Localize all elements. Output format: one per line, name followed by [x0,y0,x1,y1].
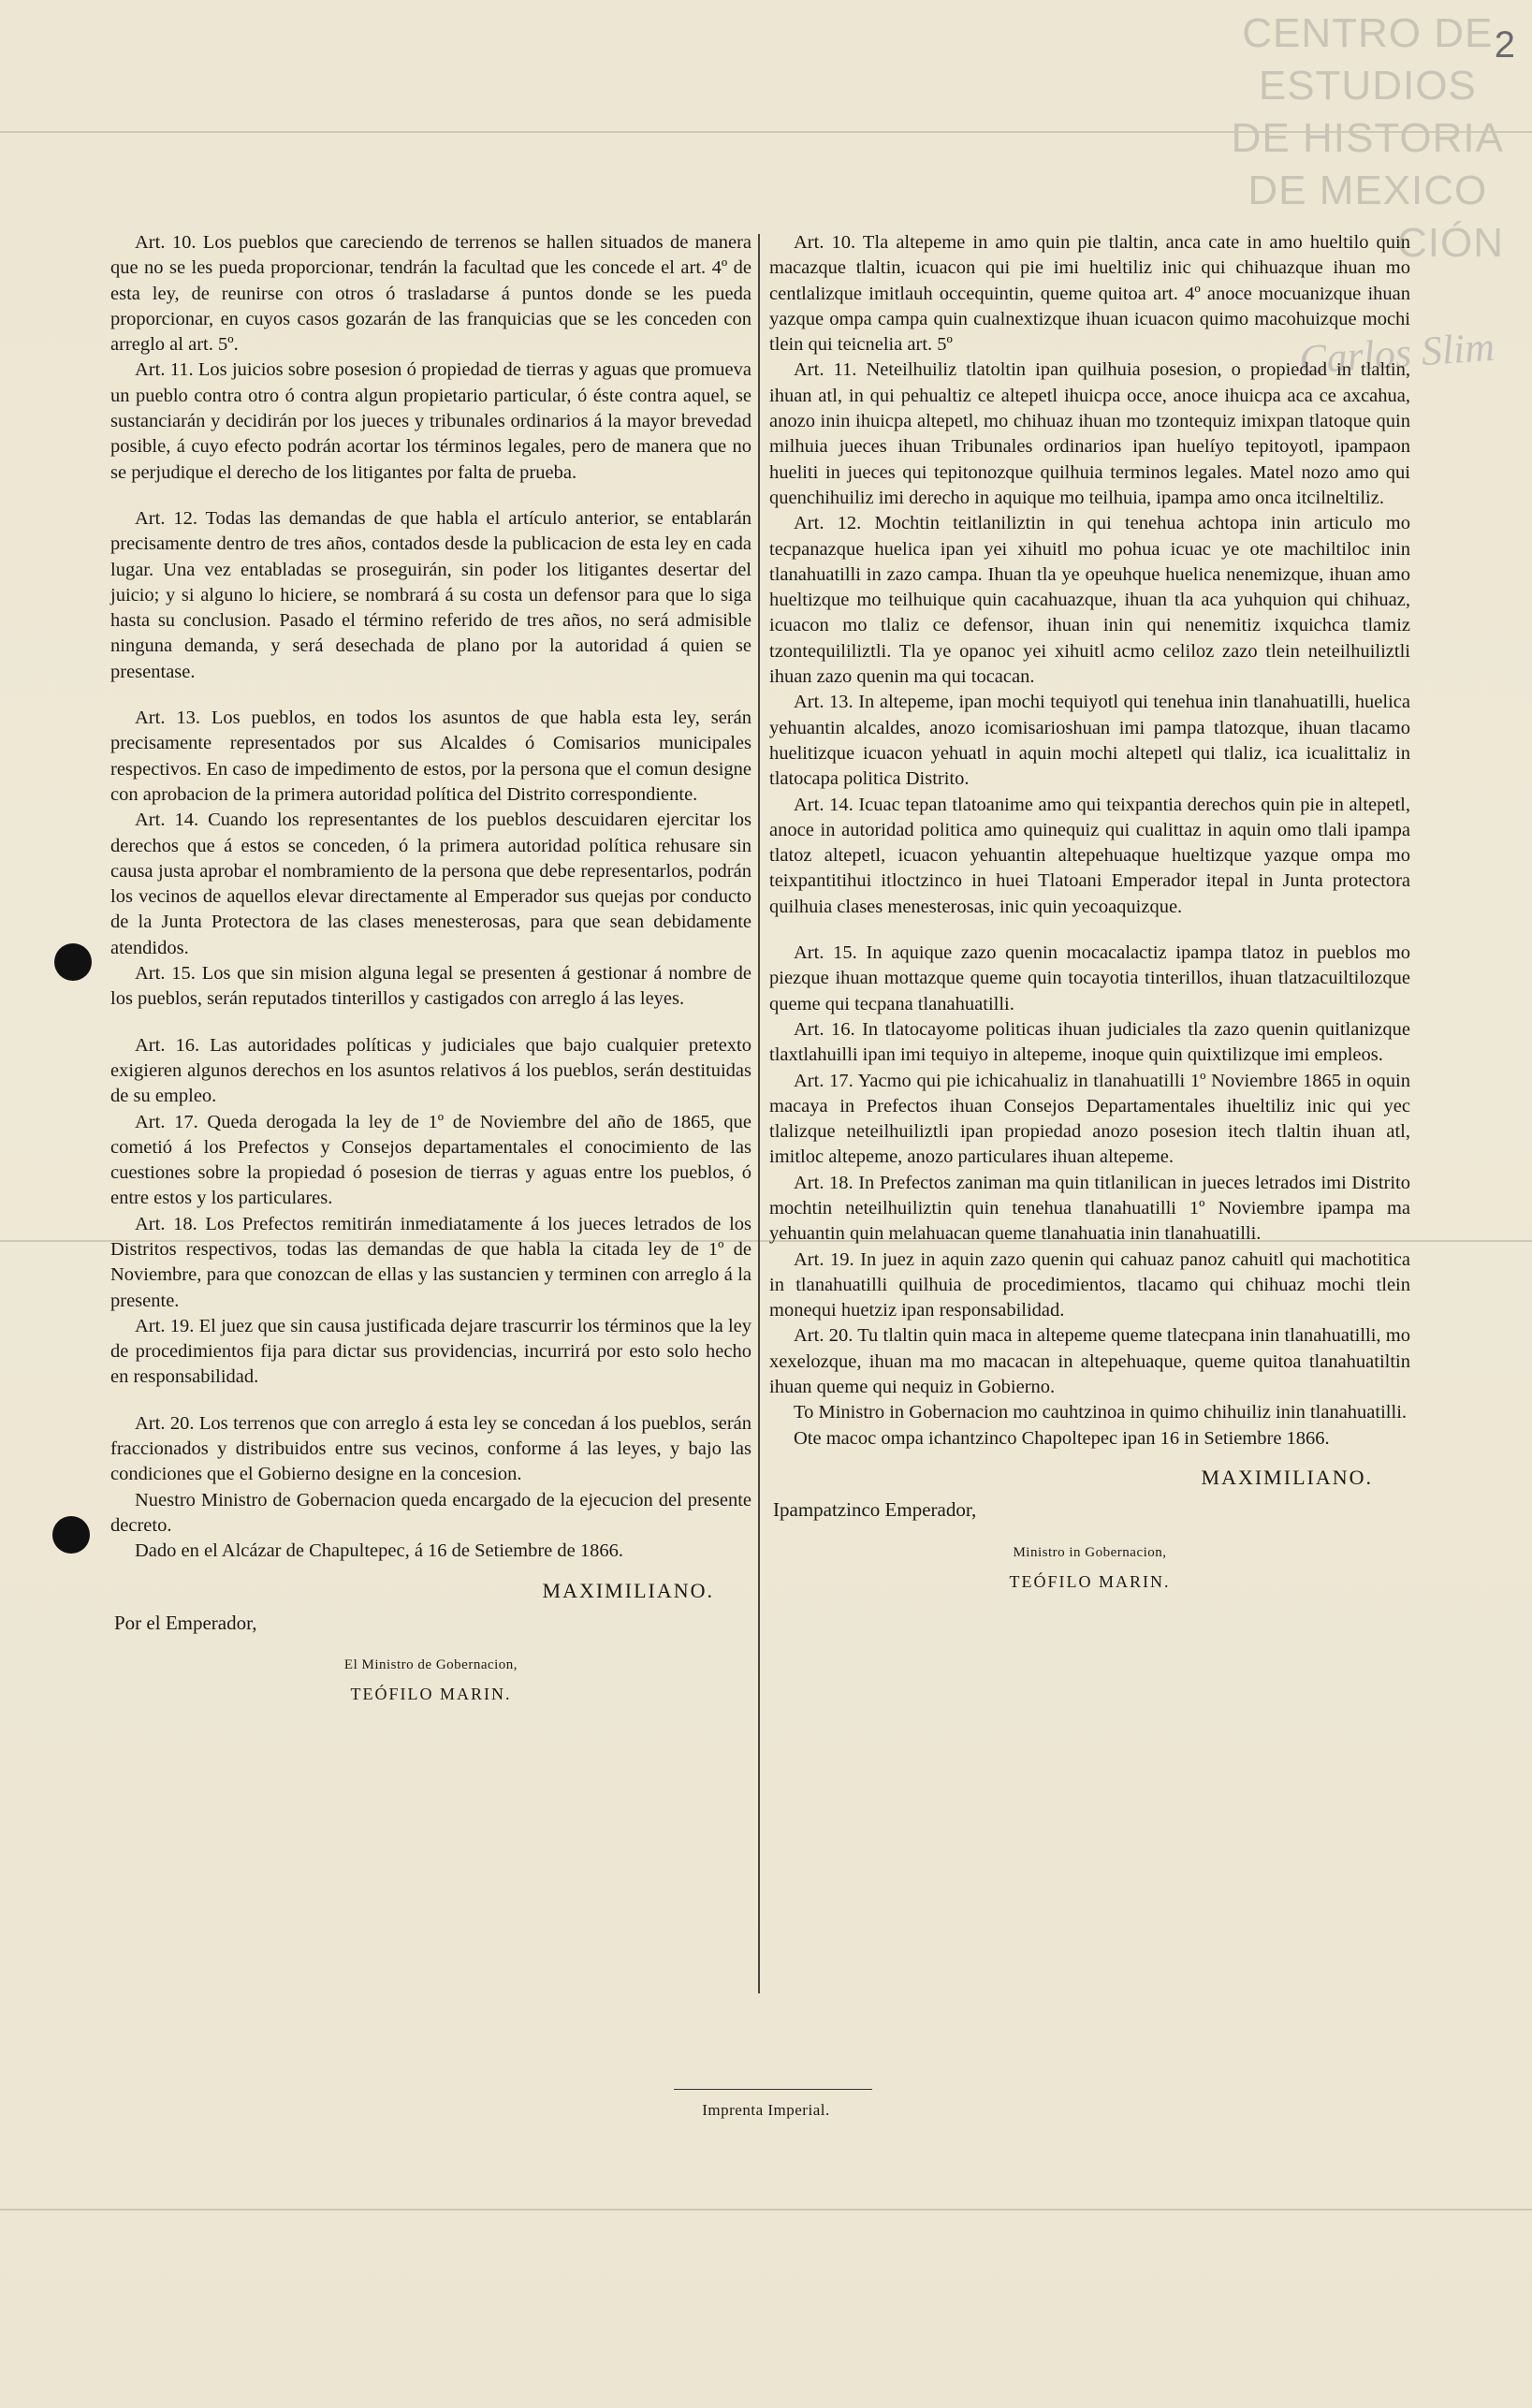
ink-blot [54,943,92,981]
minister-name-es: TEÓFILO MARIN. [350,1685,512,1704]
closing-date-nah: Ote macoc ompa ichantzinco Chapoltepec ipan 16 in Setiembre 1866. [794,1427,1330,1449]
article-13-es: Art. 13. Los pueblos, en todos los asuntos de que habla esta ley, serán precisamente representados por sus Alcaldes ó Comisarios municipales respectivos. En caso de impedimento de estos, por la persona que el comun designe con aprobacion de la primera autoridad política del Distrito correspondiente. [110,708,751,805]
minister-title-es: El Ministro de Gobernacion, [343,1657,518,1673]
emperor-signature-es: MAXIMILIANO. [542,1578,714,1602]
archive-watermark-stamp: CENTRO DE ESTUDIOS DE HISTORIA DE MEXICO CIÓN [1231,10,1504,266]
article-20-nah: Art. 20. Tu tlaltin quin maca in altepeme queme tlatecpana inin tlanahuatilli, mo xexelozque, ihuan ma mo macacan in altepehuaque, queme quitoa tlanahuatiltin ihuan queme qui nequiz in Gobierno. [769,1325,1410,1398]
minister-title-nah: Ministro in Gobernacion, [1013,1544,1167,1560]
article-15-es: Art. 15. Los que sin mision alguna legal se presenten á gestionar á nombre de los pueblos, serán reputados tinterillos y castigados con arreglo á las leyes. [110,963,751,1010]
spanish-column [110,230,751,1708]
article-14-es: Art. 14. Cuando los representantes de los pueblos descuidaren ejercitar los derechos que á estos se conceden, ó la primera autoridad política rehusare sin causa justa aprobar el nombramiento de la persona que debe representarlos, podrán los vecinos de aquellos elevar directamente al Emperador sus quejas por conducto de la Junta Protectora de las clases menesterosas, para que sean debidamente atendidos. [110,810,751,958]
column-divider [758,234,760,1993]
folio-number: 2 [1494,24,1515,66]
article-13-nah: Art. 13. In altepeme, ipan mochi tequiyotl qui tenehua inin tlanahuatilli, huelica yehuantin alcaldes, anozo icomisarioshuan imi pampa tlatozque, ihuan tlacamo huelitizque icuacon yehuatl in aquin mochi altepetl qui tlaliz, ica icualittaliz in tlatocapa politica Distrito. [769,692,1410,790]
article-17-nah: Art. 17. Yacmo qui pie ichicahualiz in tlanahuatilli 1º Noviembre 1865 in oquin macaya in Prefectos ihuan Consejos Departamentales ihueltiliz inic qui yec tlalizque neteilhuiliztli ipan propiedad anozo posesion itech tlaltin ihuan atl, imitloc altepeme, anozo particulares ihuan altepeme. [769,1070,1410,1168]
emperor-signature-nah: MAXIMILIANO. [1201,1465,1373,1489]
printer-rule [674,2089,872,2090]
closing-ministry-es: Nuestro Ministro de Gobernacion queda encargado de la ejecucion del presente decreto. [110,1489,751,1536]
nahuatl-column [769,230,1410,1595]
article-12-nah: Art. 12. Mochtin teitlaniliztin in qui tenehua achtopa inin articulo mo tecpanazque huelica ipan yei xihuitl mo pohua icuac ye ote machiltiloc inin tlanahuatilli in zazo campa. Ihuan tla ye opeuhque huelica nenemizque, ihuan amo hueltizque mo teilhuique quin cacahuazque, ihuan tla aca yuhquion qui chihuaz, icuacon mo tlaliz ce defensor, ihuan inin qui nenemitiz ixquichca tlamiz tzontequililiztli. Tla ye opanoc yei xihuitl acmo celiloz zazo tlein neteilhuiliztli ihuan zazo quenin ma qui tocacan. [769,513,1410,688]
article-19-es: Art. 19. El juez que sin causa justificada dejare trascurrir los términos que la ley de procedimientos fija para dictar sus providencias, incurrirá por esto solo hecho en responsabilidad. [110,1315,751,1388]
article-16-nah: Art. 16. In tlatocayome politicas ihuan judiciales tla zazo quenin quitlanizque tlaxtlahuilli ipan imi tequiyo in altepeme, inoque quin quixtilizque imi empleos. [769,1018,1410,1066]
article-14-nah: Art. 14. Icuac tepan tlatoanime amo qui teixpantia derechos quin pie in altepetl, anoce in autoridad politica amo quinequiz qui cualittaz in aquin omo tlali ipampa tlatoz altepetl, icuacon yehuantin altepehuaque hueltizque yazque ompa mo teixpantitihui itloctzinco in huei Tlatoani Emperador itepal in Junta protectora quilhuia clases menesterosas, inic quin yecoaquizque. [769,794,1410,917]
watermark-signature: Carlos Slim [1297,323,1496,384]
minister-name-nah: TEÓFILO MARIN. [1009,1571,1171,1591]
article-19-nah: Art. 19. In juez in aquin zazo quenin qui cahuaz panoz cahuitl qui machotitica in tlanahuatilli quilhuia de procedimientos, tlacamo qui chihuaz mochi tlein monequi huetziz ipan responsabilidad. [769,1248,1410,1321]
article-17-es: Art. 17. Queda derogada la ley de 1º de Noviembre del año de 1865, que cometió á los Prefectos y Consejos departamentales el conocimiento de las cuestiones sobre la propiedad ó posesion de tierras y aguas entre los pueblos, ó entre estos y los particulares. [110,1111,751,1209]
closing-ministry-nah: To Ministro in Gobernacion mo cauhtzinoa in quimo chihuiliz inin tlanahuatilli. [794,1402,1408,1423]
article-10-es: Art. 10. Los pueblos que careciendo de terrenos se hallen situados de manera que no se les pueda proporcionar, tendrán la facultad que les concede el art. 4º de esta ley, de reunirse con otros ó trasladarse á puntos donde se les pueda proporcionar, en cuyos casos gozarán de las franquicias que se les conceden con arreglo al art. 5º. [110,232,751,356]
article-18-es: Art. 18. Los Prefectos remitirán inmediatamente á los jueces letrados de los Distritos respectivos, todas las demandas de que habla la citada ley de 1º de Noviembre, para que conozcan de ellas y las sustancien y terminen con arreglo á la presente. [110,1213,751,1311]
article-20-es: Art. 20. Los terrenos que con arreglo á esta ley se concedan á los pueblos, serán fraccionados y distribuidos entre sus vecinos, conforme á las leyes, y bajo las condiciones que el Gobierno designe en la concesion. [110,1412,751,1485]
article-12-es: Art. 12. Todas las demandas de que habla el artículo anterior, se entablarán precisamente dentro de tres años, contados desde la publicacion de esta ley en cada lugar. Una vez entabladas se proseguirán, sin poder los litigantes desertar del juicio; y si alguno lo hiciere, se nombrará á su costa un defensor para que lo siga hasta su conclusion. Pasado el término referido de tres años, no será admisible ninguna demanda, y será desechada de plano por la autoridad á quien se presentase. [110,507,751,682]
article-10-nah: Art. 10. Tla altepeme in amo quin pie tlaltin, anca cate in amo hueltilo quin macazque tlaltin, icuacon qui pie imi hueltiliz inic qui chihuazque ihuan mo centlalizque imitlauh occequintin, queme quitoa art. 4º anoce mocuanizque ihuan yazque ompa campa quin cualnextizque ihuan icuacon quimo macohuizque mochi tlein qui teicnelia art. 5º [769,232,1410,356]
article-15-nah: Art. 15. In aquique zazo quenin mocacalactiz ipampa tlatoz in pueblos mo piezque ihuan mottazque queme quin tocayotia tinterillos, ihuan tlatzacuiltilozque queme qui tecpana tlanahuatilli. [769,942,1410,1014]
article-11-nah: Art. 11. Neteilhuiliz tlatoltin ipan quilhuia posesion, o propiedad in tlaltin, ihuan atl, in qui pehualtiz ce altepetl ihuicpa occe, anoce ihuicpa aca ce axcahua, anozo inin ihuicpa altepetl, mo chihuaz ihuan mo tzontequiz imixpan tlatoque quin milhuia jueces ihuan Tribunales ordinarios ipan huelíyo tepitoyotl, ipampaon hueliti in jueces qui tepitonozque quilhuia terminos legales. Matel nozo amo qui quenchihuiliz imi derecho in aquique mo teilhuia, ipampa amo onca itcilneltiliz. [769,359,1410,508]
article-18-nah: Art. 18. In Prefectos zaniman ma quin titlanilican in jueces letrados imi Distrito mochtin neteilhuiliztin quin tenehua tlanahuatilli 1º Noviembre ipampa ma yehuantin quin melahuacan queme tlanahuatia inin tlanahuatilli. [769,1172,1410,1245]
ink-blot [52,1516,90,1554]
closing-date-es: Dado en el Alcázar de Chapultepec, á 16 de Setiembre de 1866. [135,1540,623,1562]
article-11-es: Art. 11. Los juicios sobre posesion ó propiedad de tierras y aguas que promueva un pueblo contra otro ó contra algun propietario particular, ó éste contra aquel, se sustanciarán y decidirán por los jueces y tribunales ordinarios á la mayor brevedad posible, á cuyo efecto podrán acortar los términos legales, pero de manera que no se perjudique el derecho de los litigantes por falta de prueba. [110,359,751,483]
article-16-es: Art. 16. Las autoridades políticas y judiciales que bajo cualquier pretexto exigieren algunos derechos en los asuntos relativos á los pueblos, serán destituidas de su empleo. [110,1034,751,1107]
ipampatzinco-emperador: Ipampatzinco Emperador, [773,1498,977,1522]
fold-line [0,2209,1532,2211]
por-el-emperador: Por el Emperador, [114,1611,257,1634]
printer-imprint: Imprenta Imperial. [702,2101,830,2119]
